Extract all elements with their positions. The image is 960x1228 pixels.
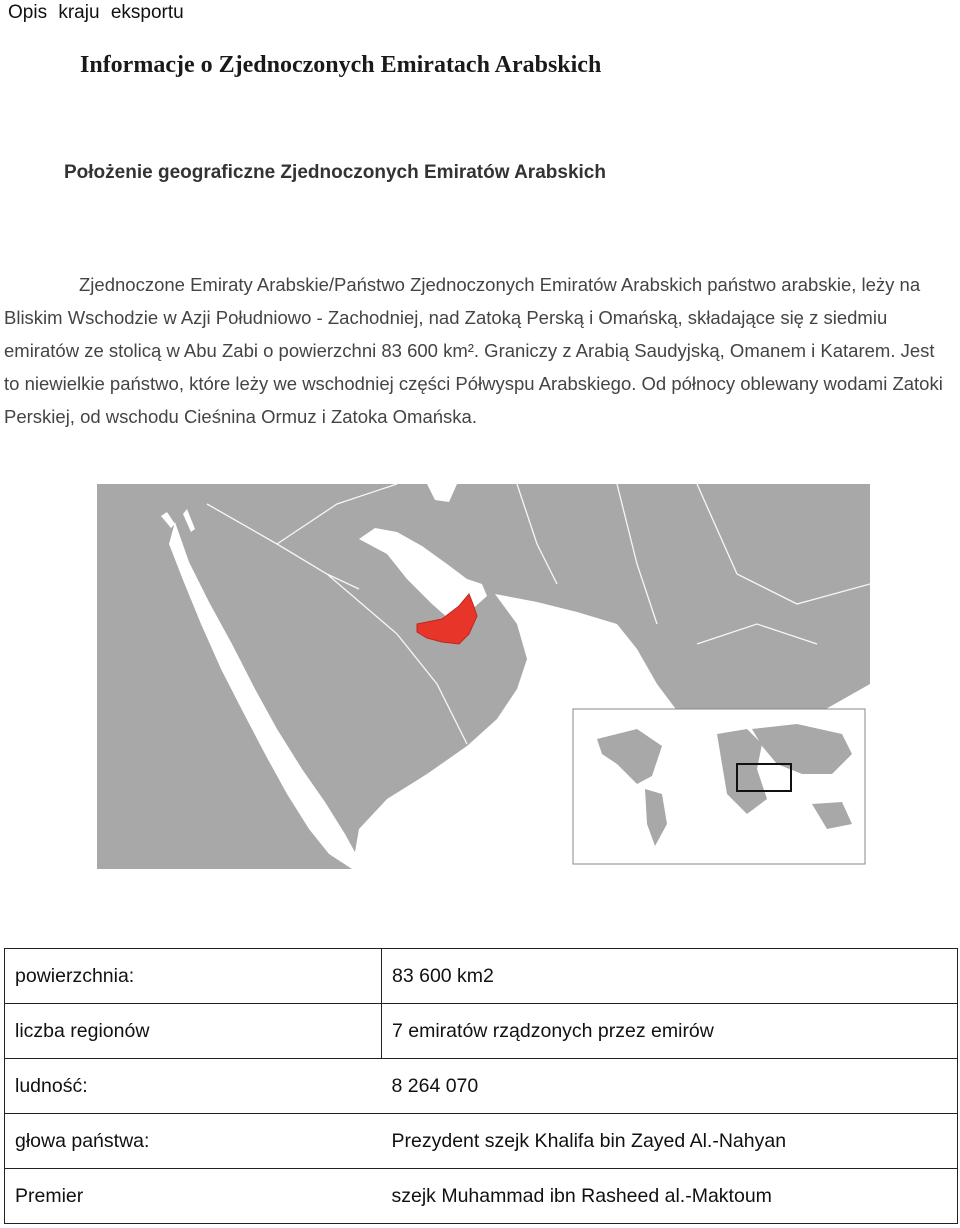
table-row	[5, 1004, 958, 1059]
fact-label: liczba regionów	[5, 1004, 382, 1059]
fact-value: szejk Muhammad ibn Rasheed al.-Maktoum	[382, 1169, 958, 1224]
fact-label: głowa państwa:	[5, 1114, 382, 1169]
table-row	[5, 1114, 958, 1169]
table-row	[5, 1059, 958, 1114]
page-title: Informacje o Zjednoczonych Emiratach Arabskich	[80, 52, 602, 78]
header-word: eksportu	[110, 2, 184, 23]
header-word: kraju	[58, 2, 100, 23]
facts-table	[4, 948, 958, 1224]
header-word: Opis	[8, 2, 48, 23]
uae-location-map	[97, 484, 870, 869]
fact-label: Premier	[5, 1169, 382, 1224]
description-paragraph: Zjednoczone Emiraty Arabskie/Państwo Zjednoczonych Emiratów Arabskich państwo arabskie, leży na Bliskim Wschodzie w Azji Południowo - Zachodniej, nad Zatoką Perską i Omańską, składające się z siedmiu emiratów ze stolicą w Abu Zabi o powierzchni 83 600 km². Graniczy z Arabią Saudyjską, Omanem i Katarem. Jest to niewielkie państwo, które leży we wschodniej części Półwyspu Arabskiego. Od północy oblewany wodami Zatoki Perskiej, od wschodu Cieśnina Ormuz i Zatoka Omańska.	[4, 274, 943, 427]
world-inset-map	[573, 709, 865, 864]
document-header	[8, 2, 190, 24]
fact-value: Prezydent szejk Khalifa bin Zayed Al.-Nahyan	[382, 1114, 958, 1169]
fact-label: powierzchnia:	[5, 949, 382, 1004]
fact-value: 8 264 070	[382, 1059, 958, 1114]
fact-value: 83 600 km2	[382, 949, 958, 1004]
table-row	[5, 1169, 958, 1224]
fact-value: 7 emiratów rządzonych przez emirów	[382, 1004, 958, 1059]
fact-label: ludność:	[5, 1059, 382, 1114]
table-row	[5, 949, 958, 1004]
section-subtitle: Położenie geograficzne Zjednoczonych Emiratów Arabskich	[64, 162, 606, 183]
